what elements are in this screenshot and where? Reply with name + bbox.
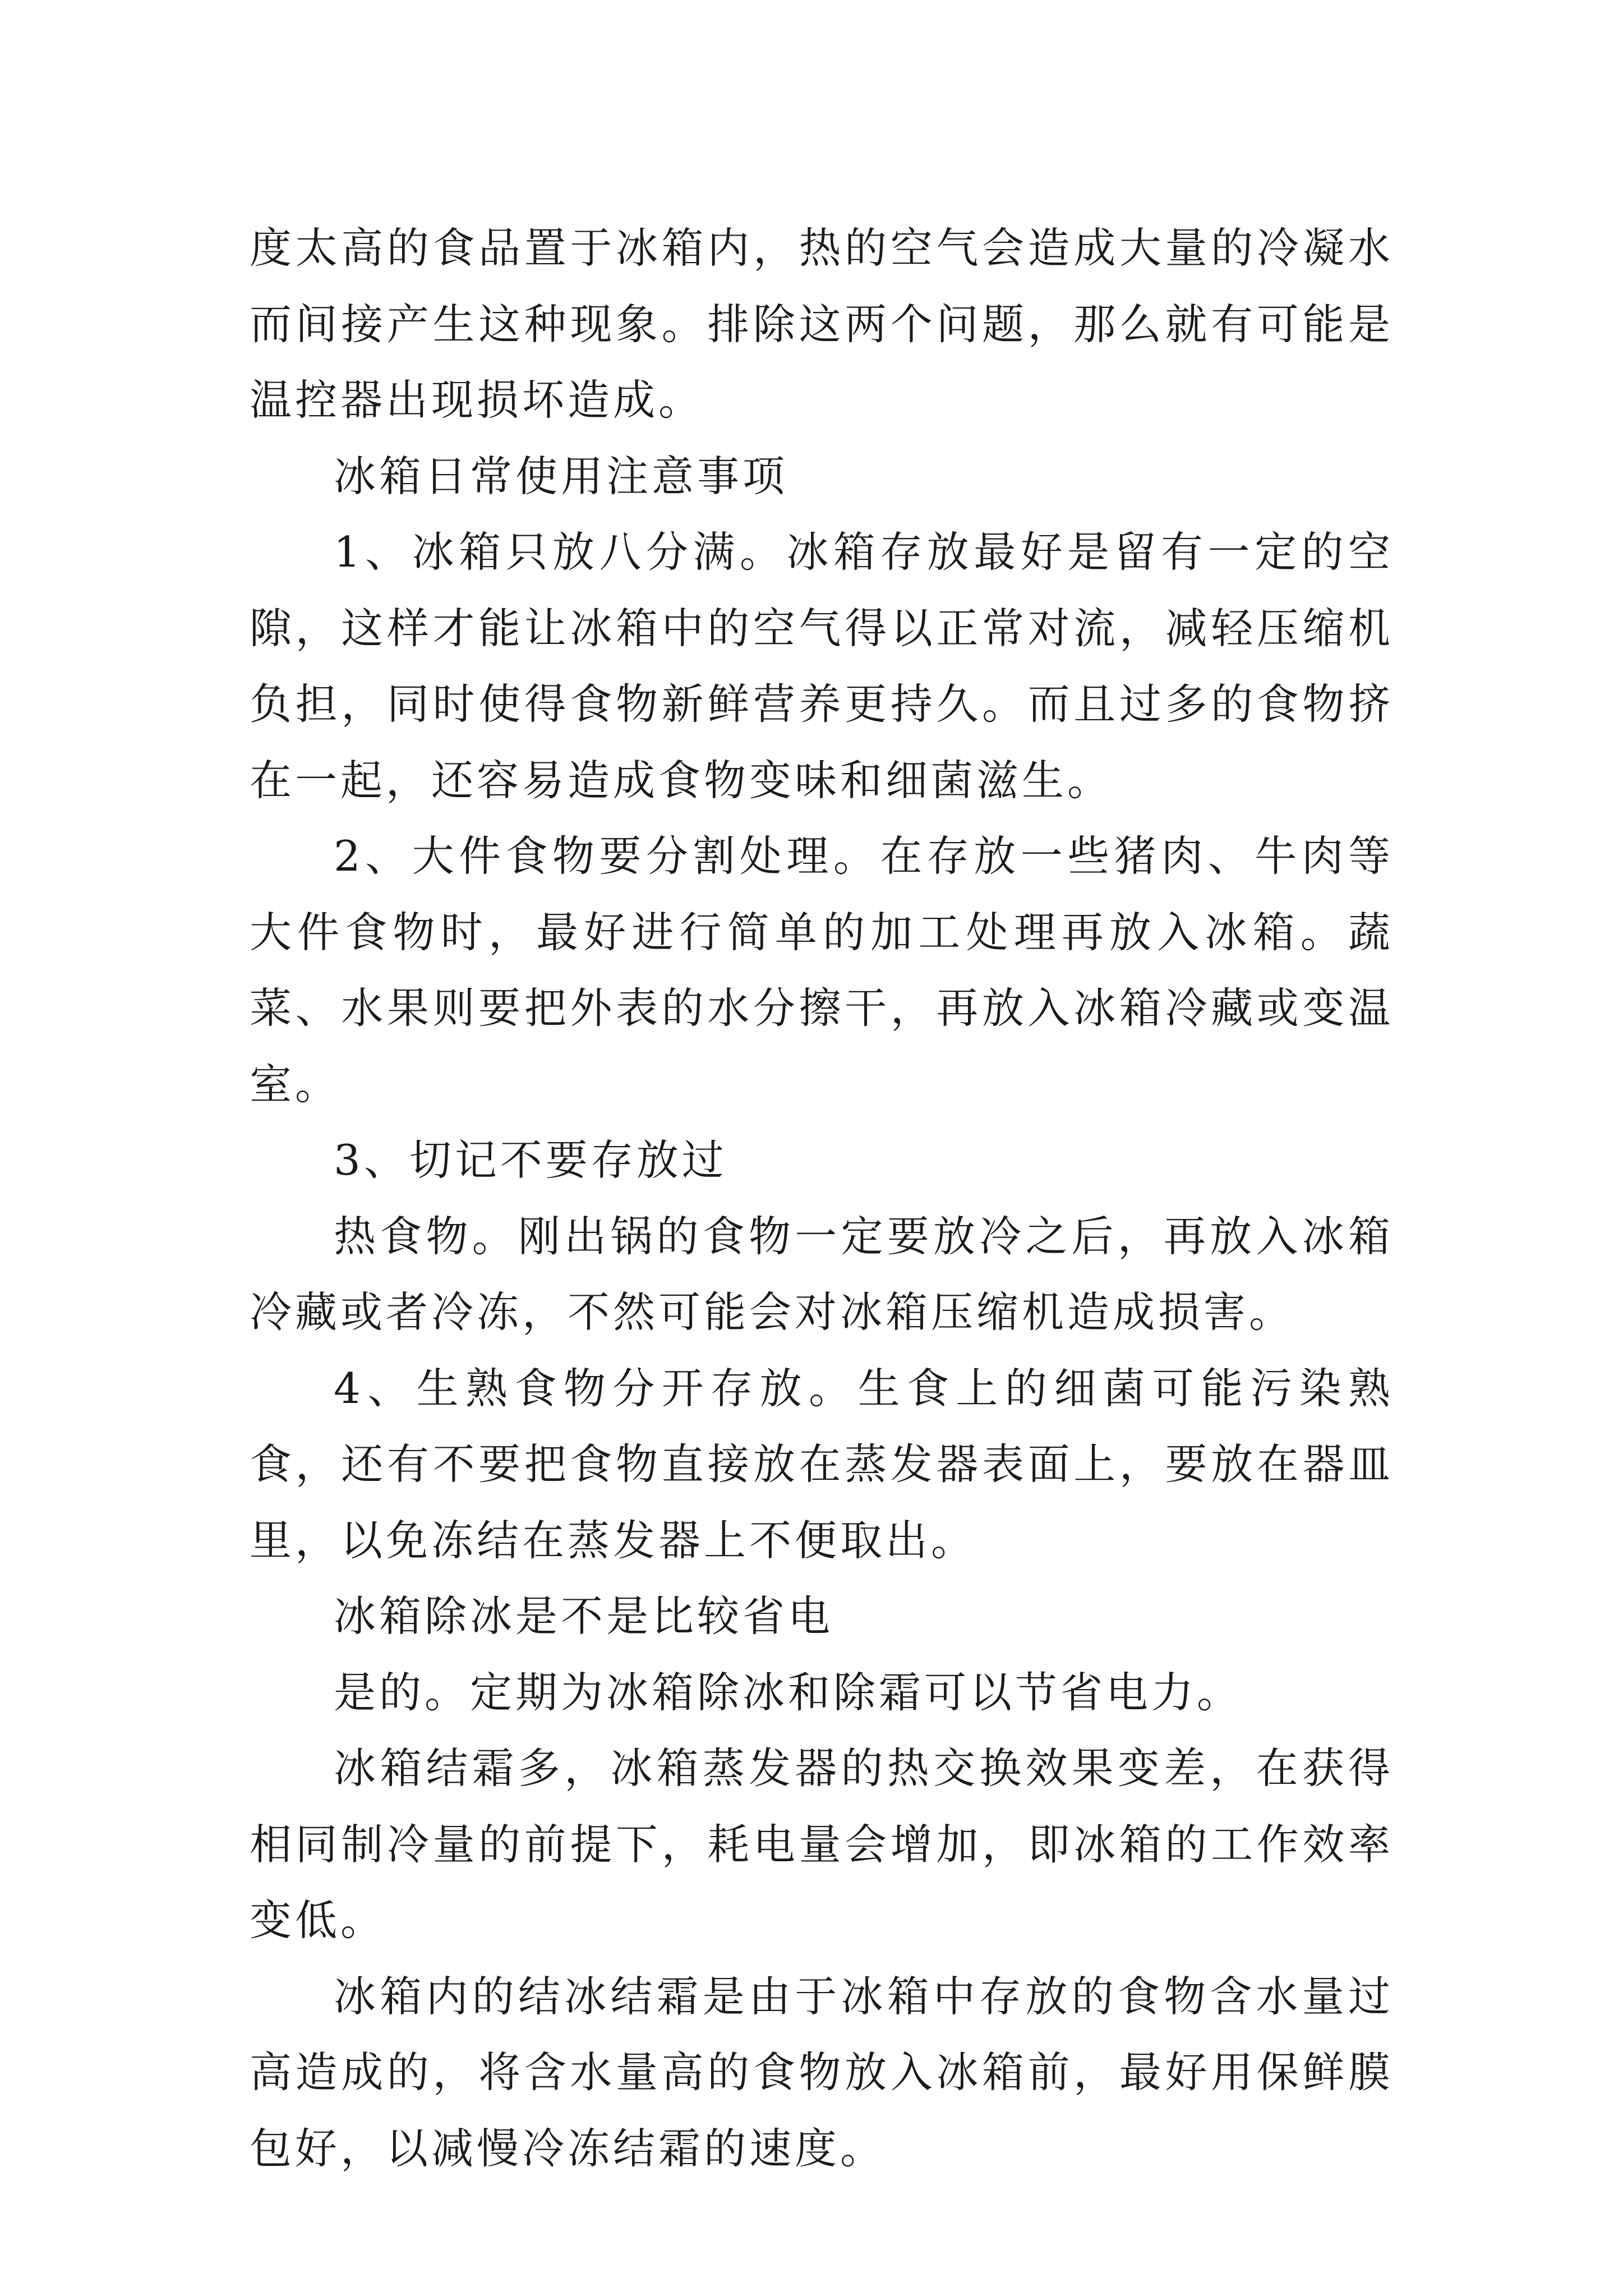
- paragraph-item-3-continued: 热食物。刚出锅的食物一定要放冷之后，再放入冰箱冷藏或者冷冻，不然可能会对冰箱压缩机造成损害。: [250, 1211, 1394, 1337]
- section-heading-defrost: 冰箱除冰是不是比较省电: [334, 1591, 834, 1641]
- paragraph-frost-efficiency: 冰箱结霜多，冰箱蒸发器的热交换效果变差，在获得相同制冷量的前提下，耗电量会增加，即冰箱的工作效率变低。: [250, 1743, 1394, 1945]
- paragraph-frost-cause: 冰箱内的结冰结霜是由于冰箱中存放的食物含水量过高造成的，将含水量高的食物放入冰箱前，最好用保鲜膜包好，以减慢冷冻结霜的速度。: [250, 1971, 1394, 2173]
- paragraph-defrost-answer: 是的。定期为冰箱除冰和除霜可以节省电力。: [334, 1667, 1243, 1717]
- paragraph-item-4: 4、生熟食物分开存放。生食上的细菌可能污染熟食，还有不要把食物直接放在蒸发器表面上，要放在器皿里，以免冻结在蒸发器上不便取出。: [250, 1363, 1394, 1565]
- paragraph-continuation: 度太高的食品置于冰箱内，热的空气会造成大量的冷凝水而间接产生这种现象。排除这两个问题，那么就有可能是温控器出现损坏造成。: [250, 223, 1394, 425]
- document-page: [250, 210, 1394, 2187]
- paragraph-item-1: 1、冰箱只放八分满。冰箱存放最好是留有一定的空隙，这样才能让冰箱中的空气得以正常对流，减轻压缩机负担，同时使得食物新鲜营养更持久。而且过多的食物挤在一起，还容易造成食物变味和细菌滋生。: [250, 527, 1394, 805]
- paragraph-item-2: 2、大件食物要分割处理。在存放一些猪肉、牛肉等大件食物时，最好进行简单的加工处理再放入冰箱。蔬菜、水果则要把外表的水分擦干，再放入冰箱冷藏或变温室。: [250, 831, 1394, 1109]
- paragraph-item-3: 3、切记不要存放过: [334, 1135, 727, 1185]
- section-heading-daily-use: 冰箱日常使用注意事项: [334, 451, 789, 501]
